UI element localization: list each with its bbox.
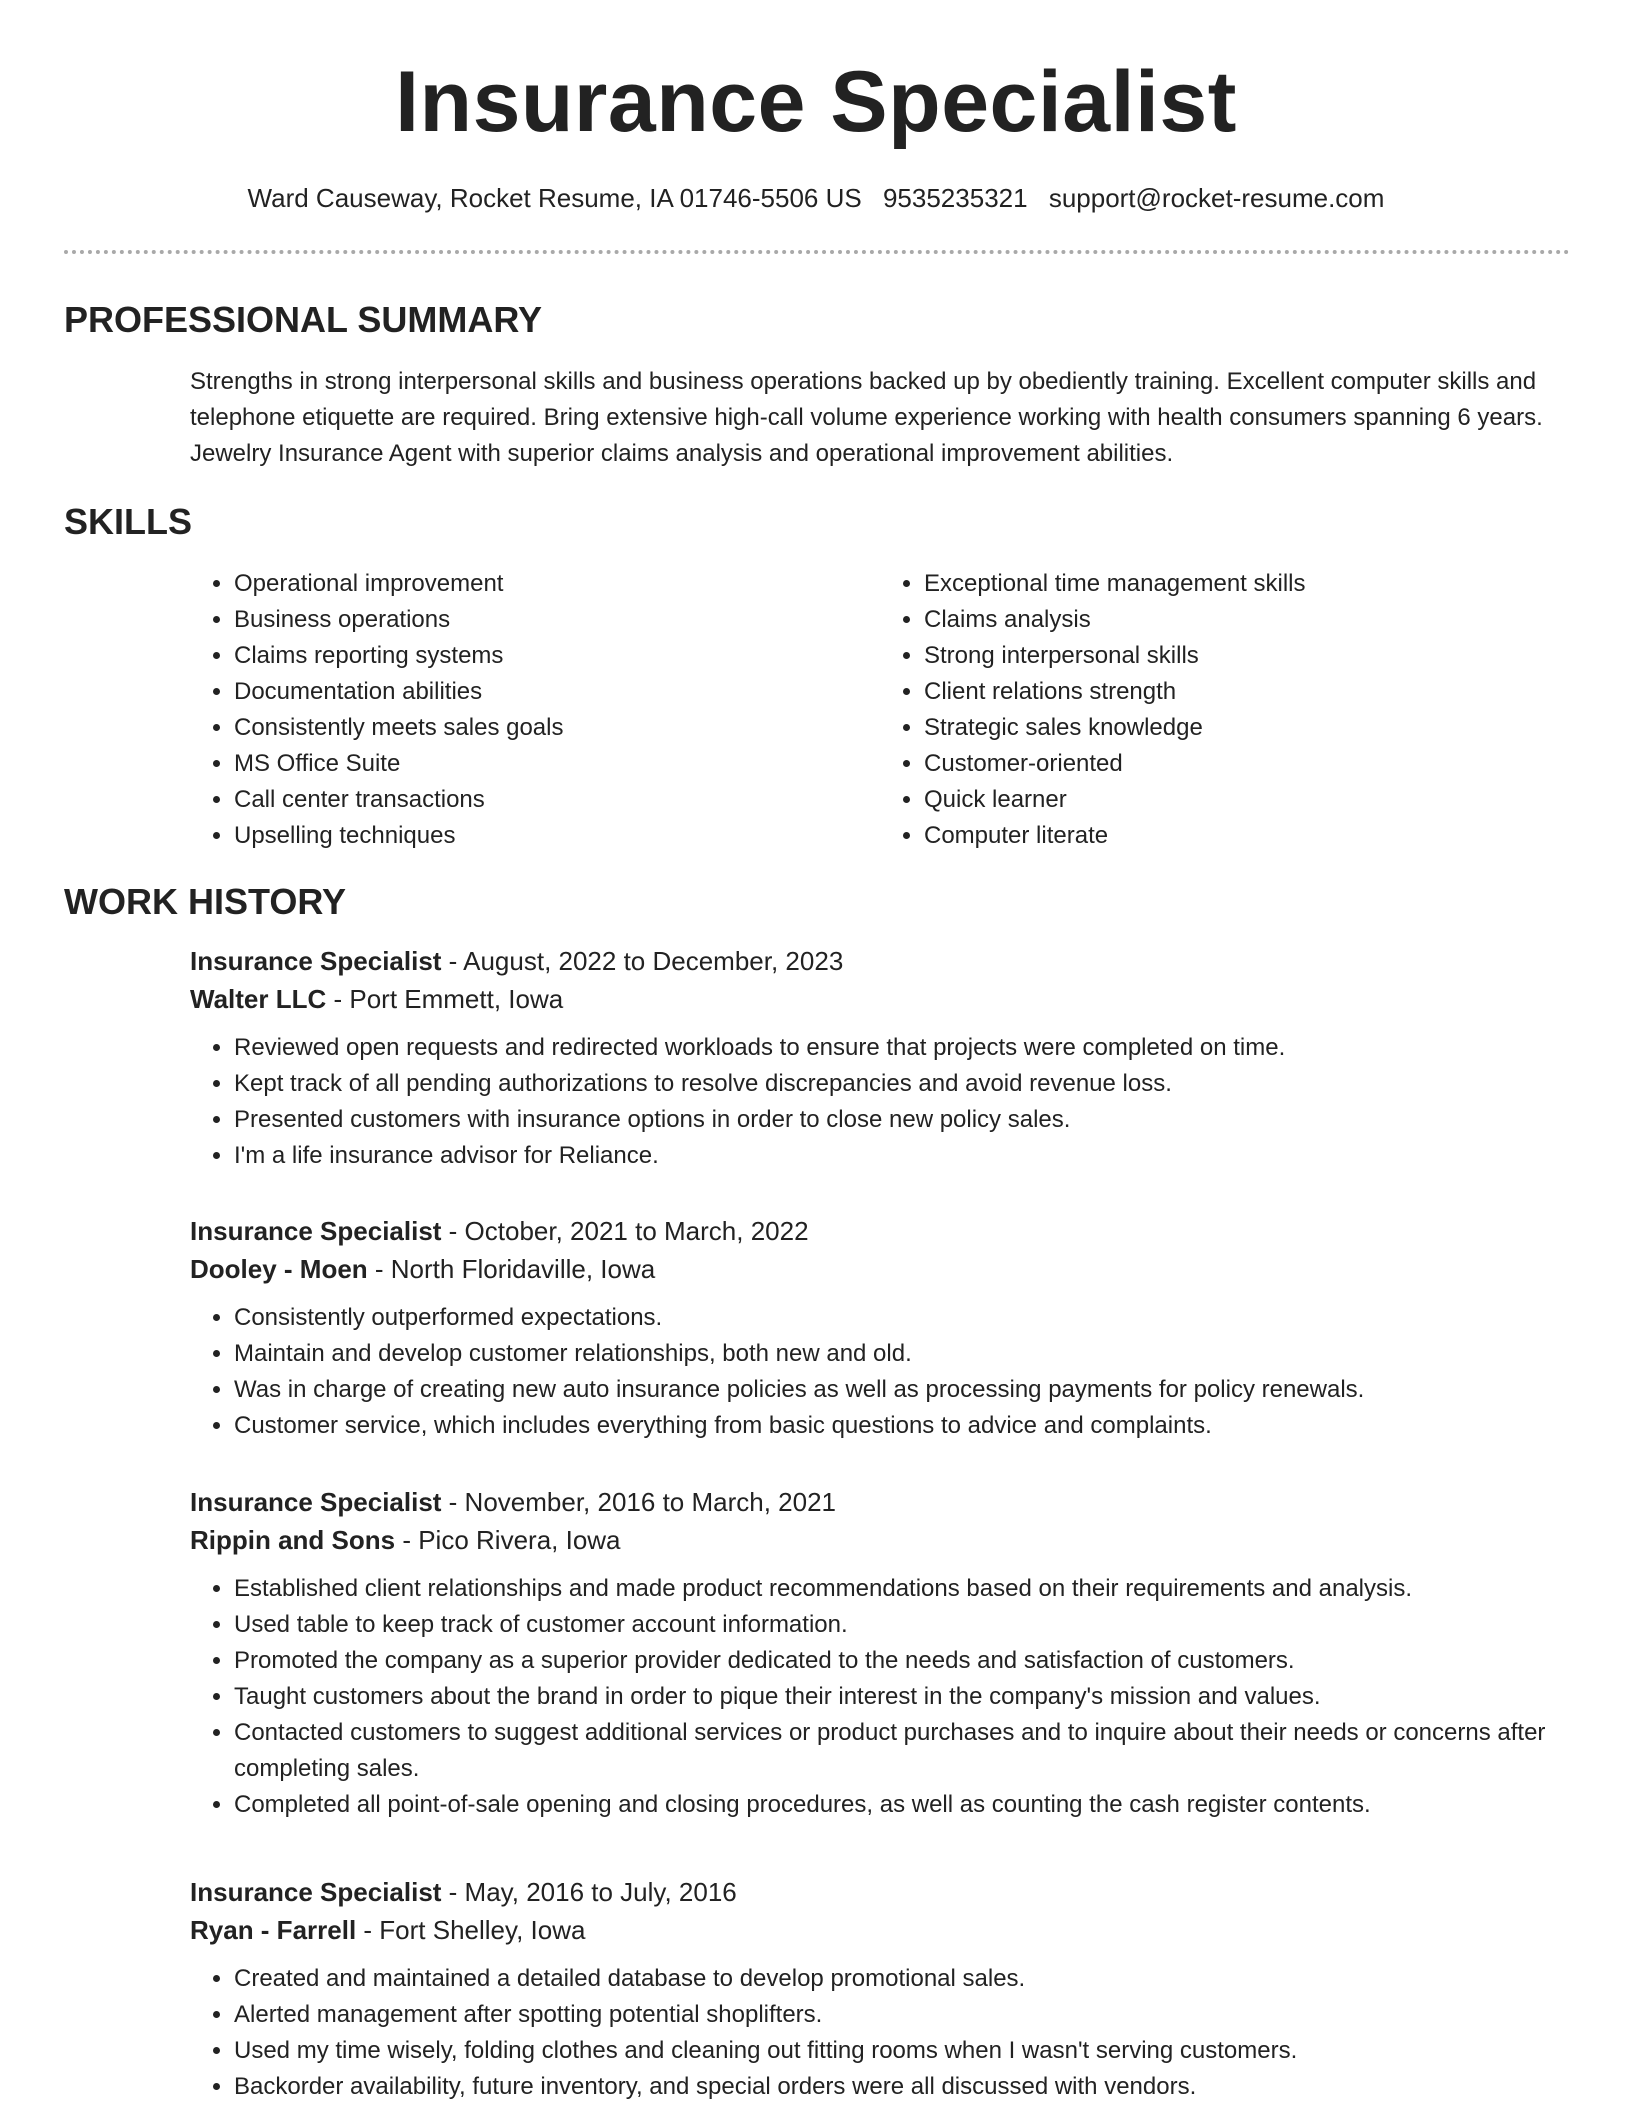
- summary-heading: PROFESSIONAL SUMMARY: [64, 299, 543, 340]
- job-dates: - November, 2016 to March, 2021: [441, 1487, 836, 1517]
- job-role: Insurance Specialist: [190, 1877, 442, 1907]
- skills-column-left: [190, 566, 880, 854]
- job-role: Insurance Specialist: [190, 946, 442, 976]
- skill-item: • Claims reporting systems: [234, 638, 880, 674]
- job-entry: [190, 942, 1570, 1174]
- job-duty-item: • Created and maintained a detailed database to develop promotional sales.: [234, 1961, 1570, 1997]
- job-title-line: [190, 1483, 1570, 1521]
- work-history-heading: WORK HISTORY: [64, 881, 347, 922]
- job-duty-item: • Promoted the company as a superior provider dedicated to the needs and satisfaction of customers.: [234, 1643, 1570, 1679]
- job-duty-item: • Customer service, which includes everything from basic questions to advice and complaints.: [234, 1408, 1570, 1444]
- skill-item: • Quick learner: [924, 782, 1570, 818]
- skill-item: • Strategic sales knowledge: [924, 710, 1570, 746]
- job-duty-item: • Was in charge of creating new auto insurance policies as well as processing payments for policy renewals.: [234, 1372, 1570, 1408]
- job-title-line: [190, 1873, 1570, 1911]
- job-entry: [190, 1483, 1570, 1823]
- job-company: Rippin and Sons: [190, 1525, 396, 1555]
- job-dates: - August, 2022 to December, 2023: [441, 946, 844, 976]
- skill-item: • Computer literate: [924, 818, 1570, 854]
- job-duty-item: • Used my time wisely, folding clothes and cleaning out fitting rooms when I wasn't serving customers.: [234, 2033, 1570, 2069]
- job-duty-item: • Completed all point-of-sale opening and closing procedures, as well as counting the cash register contents.: [234, 1787, 1570, 1823]
- job-company-line: [190, 1521, 1570, 1559]
- job-duty-item: • Contacted customers to suggest additional services or product purchases and to inquire about their needs or concerns after completing sales.: [234, 1715, 1570, 1787]
- contact-address: Ward Causeway, Rocket Resume, IA 01746-5506 US: [247, 183, 862, 213]
- job-company-line: [190, 1911, 1570, 1949]
- job-location: - Port Emmett, Iowa: [326, 984, 564, 1014]
- skill-item: • Client relations strength: [924, 674, 1570, 710]
- job-duty-item: • I'm a life insurance advisor for Reliance.: [234, 1138, 1570, 1174]
- job-dates: - May, 2016 to July, 2016: [441, 1877, 737, 1907]
- job-role: Insurance Specialist: [190, 1487, 442, 1517]
- job-role: Insurance Specialist: [190, 1216, 442, 1246]
- job-title-line: [190, 942, 1570, 980]
- job-location: - North Floridaville, Iowa: [367, 1254, 656, 1284]
- job-duty-item: • Used table to keep track of customer account information.: [234, 1607, 1570, 1643]
- job-entry: [190, 1873, 1570, 2105]
- job-company: Walter LLC: [190, 984, 327, 1014]
- job-duty-item: • Reviewed open requests and redirected workloads to ensure that projects were completed on time.: [234, 1030, 1570, 1066]
- job-company: Ryan - Farrell: [190, 1915, 357, 1945]
- contact-phone: 9535235321: [882, 183, 1028, 213]
- job-duties: [190, 1300, 1570, 1444]
- job-duties: [190, 1030, 1570, 1174]
- job-company-line: [190, 980, 1570, 1018]
- contact-email: support@rocket-resume.com: [1048, 183, 1385, 213]
- job-company-line: [190, 1250, 1570, 1288]
- skill-item: • Documentation abilities: [234, 674, 880, 710]
- skills-list: [190, 566, 1570, 854]
- skills-heading: SKILLS: [64, 501, 193, 542]
- job-dates: - October, 2021 to March, 2022: [441, 1216, 809, 1246]
- skill-item: • MS Office Suite: [234, 746, 880, 782]
- header-divider: [64, 250, 1570, 254]
- job-duty-item: • Consistently outperformed expectations.: [234, 1300, 1570, 1336]
- skills-column-right: [880, 566, 1570, 854]
- skill-item: • Consistently meets sales goals: [234, 710, 880, 746]
- skill-item: • Business operations: [234, 602, 880, 638]
- summary-text: Strengths in strong interpersonal skills and business operations backed up by obediently training. Excellent computer skills and telephone etiquette are required. Bring extensive high-call volume experience working with health consumers spanning 6 years. Jewelry Insurance Agent with superior claims analysis and operational improvement abilities.: [190, 368, 1543, 467]
- skill-item: • Customer-oriented: [924, 746, 1570, 782]
- job-duty-item: • Alerted management after spotting potential shoplifters.: [234, 1997, 1570, 2033]
- skill-item: • Claims analysis: [924, 602, 1570, 638]
- job-duty-item: • Kept track of all pending authorizations to resolve discrepancies and avoid revenue loss.: [234, 1066, 1570, 1102]
- resume-name: Insurance Specialist: [395, 54, 1237, 150]
- skill-item: • Strong interpersonal skills: [924, 638, 1570, 674]
- job-location: - Pico Rivera, Iowa: [395, 1525, 621, 1555]
- job-duty-item: • Maintain and develop customer relationships, both new and old.: [234, 1336, 1570, 1372]
- job-entry: [190, 1212, 1570, 1444]
- job-duties: [190, 1961, 1570, 2105]
- job-location: - Fort Shelley, Iowa: [356, 1915, 586, 1945]
- skill-item: • Exceptional time management skills: [924, 566, 1570, 602]
- job-duty-item: • Taught customers about the brand in order to pique their interest in the company's mission and values.: [234, 1679, 1570, 1715]
- job-duty-item: • Presented customers with insurance options in order to close new policy sales.: [234, 1102, 1570, 1138]
- skill-item: • Call center transactions: [234, 782, 880, 818]
- contact-line: [0, 180, 1632, 216]
- skill-item: • Operational improvement: [234, 566, 880, 602]
- job-duties: [190, 1571, 1570, 1823]
- job-duty-item: • Backorder availability, future inventory, and special orders were all discussed with vendors.: [234, 2069, 1570, 2105]
- job-duty-item: • Established client relationships and made product recommendations based on their requirements and analysis.: [234, 1571, 1570, 1607]
- job-company: Dooley - Moen: [190, 1254, 368, 1284]
- skill-item: • Upselling techniques: [234, 818, 880, 854]
- job-title-line: [190, 1212, 1570, 1250]
